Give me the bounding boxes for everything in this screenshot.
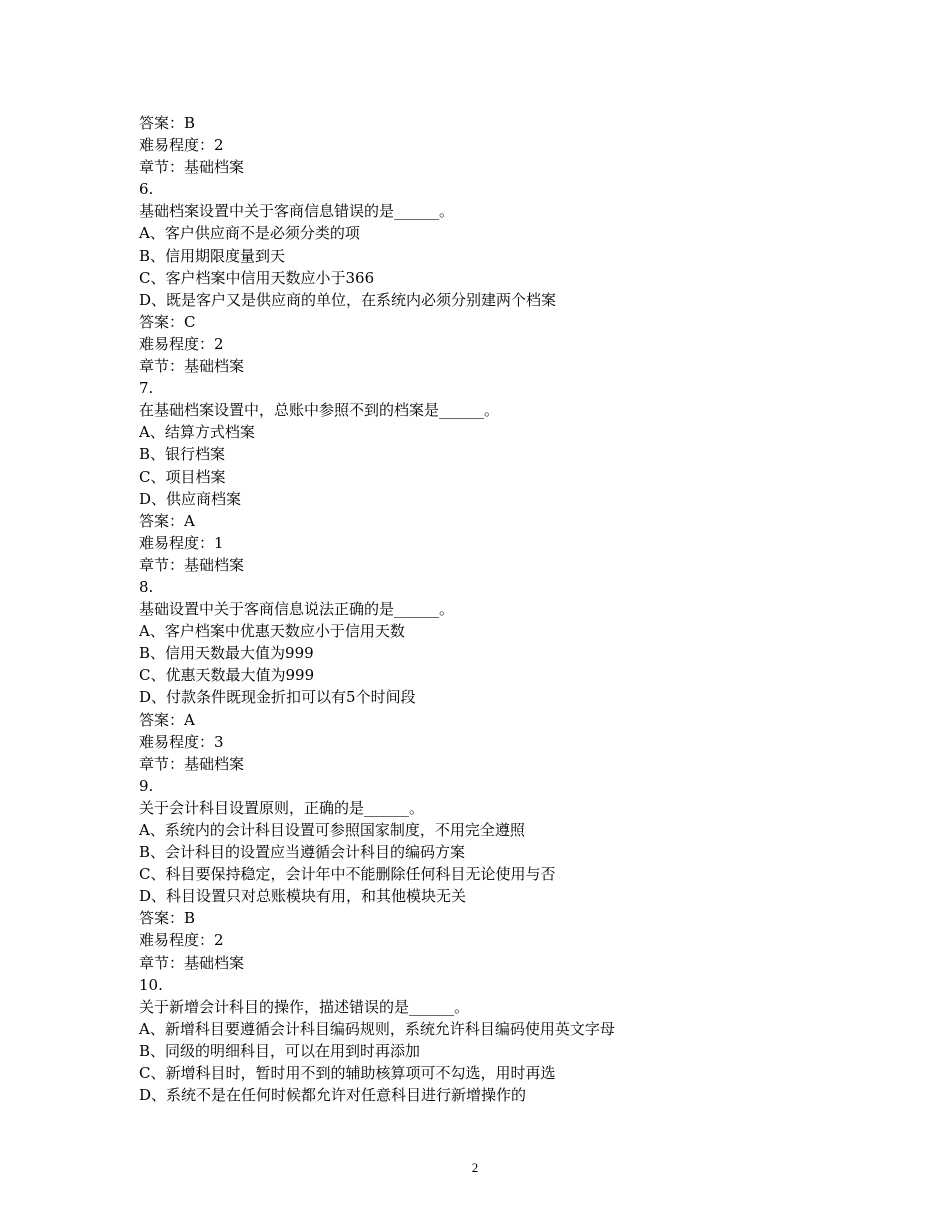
text-line: B、信用期限度量到天 (139, 246, 286, 265)
text-line: D、既是客户又是供应商的单位，在系统内必须分别建两个档案 (139, 290, 557, 309)
text-line: 在基础档案设置中，总账中参照不到的档案是______。 (139, 401, 500, 420)
text-line: 答案：B (139, 909, 196, 928)
text-line: 6. (139, 180, 154, 199)
document-body (139, 112, 879, 1106)
text-line: 10. (139, 975, 163, 994)
text-line: A、客户供应商不是必须分类的项 (139, 224, 360, 243)
text-line: 答案：C (139, 312, 196, 331)
text-line: C、优惠天数最大值为999 (139, 666, 315, 685)
text-line: 关于新增会计科目的操作，描述错误的是______。 (139, 997, 470, 1016)
text-line: 答案：A (139, 710, 195, 729)
text-line: C、客户档案中信用天数应小于366 (139, 268, 375, 287)
text-line: A、结算方式档案 (139, 423, 255, 442)
text-line: B、银行档案 (139, 445, 226, 464)
text-line: 章节：基础档案 (139, 357, 245, 376)
text-line: D、系统不是在任何时候都允许对任意科目进行新增操作的 (139, 1086, 527, 1105)
text-line: 难易程度：2 (139, 334, 224, 353)
text-line: 难易程度：3 (139, 732, 224, 751)
page-number: 2 (471, 1160, 479, 1175)
text-line: 8. (139, 577, 154, 596)
text-line: 关于会计科目设置原则，正确的是______。 (139, 798, 425, 817)
text-line: 难易程度：2 (139, 136, 224, 155)
text-line: 难易程度：1 (139, 533, 224, 552)
text-line: 基础档案设置中关于客商信息错误的是______。 (139, 202, 455, 221)
text-line: 难易程度：2 (139, 931, 224, 950)
text-line: D、供应商档案 (139, 489, 242, 508)
text-line: 章节：基础档案 (139, 754, 245, 773)
text-line: D、科目设置只对总账模块有用，和其他模块无关 (139, 887, 467, 906)
text-line: 答案：B (139, 114, 196, 132)
text-line: B、同级的明细科目，可以在用到时再添加 (139, 1041, 421, 1060)
text-line: 章节：基础档案 (139, 555, 245, 574)
text-line: C、项目档案 (139, 467, 226, 486)
text-line: C、新增科目时，暂时用不到的辅助核算项可不勾选，用时再选 (139, 1064, 556, 1083)
text-line: 章节：基础档案 (139, 158, 245, 177)
text-line: A、客户档案中优惠天数应小于信用天数 (139, 622, 405, 641)
text-line: A、新增科目要遵循会计科目编码规则，系统允许科目编码使用英文字母 (139, 1019, 615, 1038)
text-line: B、会计科目的设置应当遵循会计科目的编码方案 (139, 843, 466, 862)
text-line: D、付款条件既现金折扣可以有5个时间段 (139, 688, 416, 707)
text-line: 9. (139, 776, 154, 795)
text-line: 章节：基础档案 (139, 953, 245, 972)
text-line: 答案：A (139, 511, 195, 530)
text-line: 7. (139, 379, 154, 398)
text-line: A、系统内的会计科目设置可参照国家制度，不用完全遵照 (139, 821, 525, 839)
text-line: C、科目要保持稳定，会计年中不能删除任何科目无论使用与否 (139, 865, 556, 884)
text-line: 基础设置中关于客商信息说法正确的是______。 (139, 600, 455, 619)
text-line: B、信用天数最大值为999 (139, 644, 314, 663)
